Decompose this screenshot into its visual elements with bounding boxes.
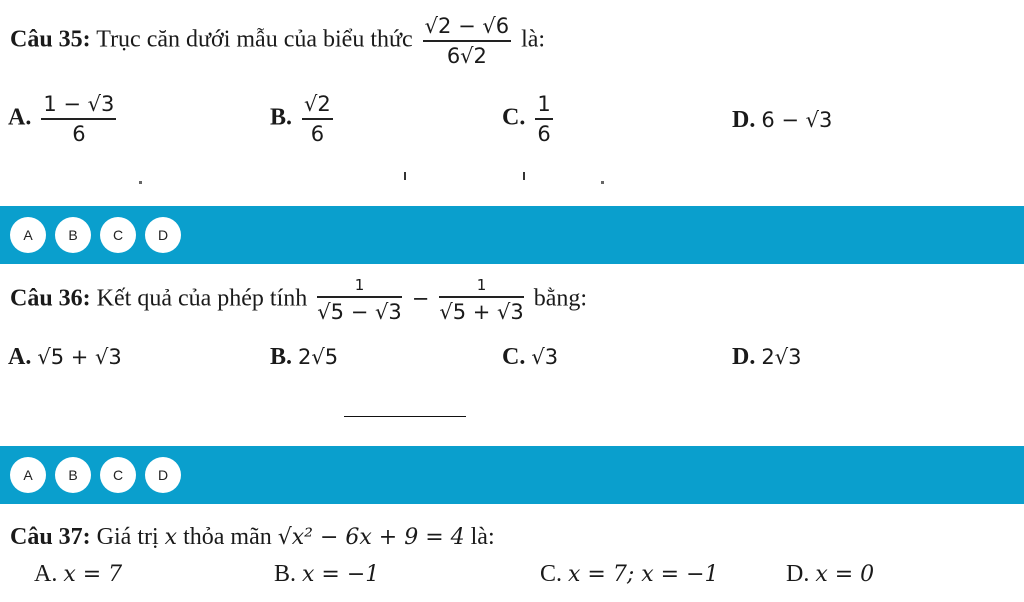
- scan-line: [344, 416, 466, 417]
- answer-choice-c[interactable]: C: [100, 217, 136, 253]
- answer-bar: [0, 446, 1024, 504]
- question-number: Câu 36:: [10, 285, 91, 312]
- option-letter: D.: [732, 107, 756, 133]
- option-value: √3: [531, 345, 559, 369]
- option-a: [8, 92, 120, 146]
- expression-fraction: [423, 14, 511, 68]
- option-value: √5 + √3: [37, 345, 122, 369]
- answer-choice-a[interactable]: A: [10, 457, 46, 493]
- option-a: [34, 561, 122, 588]
- minus-sign: −: [411, 286, 430, 311]
- fraction-denominator: 6: [310, 122, 325, 146]
- expression-fraction: [439, 276, 523, 324]
- answer-choice-c[interactable]: C: [100, 457, 136, 493]
- option-letter: D.: [786, 561, 810, 587]
- option-b: [270, 344, 338, 371]
- option-fraction: [302, 92, 333, 146]
- question-text-2: thỏa mãn: [183, 524, 272, 550]
- answer-choice-a[interactable]: A: [10, 217, 46, 253]
- question-number: Câu 37:: [10, 524, 91, 550]
- question-suffix: bằng:: [533, 285, 588, 312]
- question-text: Kết quả của phép tính: [96, 285, 308, 312]
- answer-choice-b[interactable]: B: [55, 457, 91, 493]
- answer-choice-d[interactable]: D: [145, 217, 181, 253]
- fraction-denominator: 6√2: [446, 44, 487, 68]
- scan-dot: [601, 181, 604, 184]
- option-value: x = −1: [302, 562, 380, 587]
- question-35: [10, 14, 545, 68]
- option-letter: A.: [34, 561, 58, 587]
- option-letter: A.: [8, 104, 32, 131]
- option-letter: D.: [732, 344, 756, 370]
- option-d: [786, 561, 874, 588]
- option-fraction: [41, 92, 116, 146]
- answer-bar: [0, 206, 1024, 264]
- option-c: [502, 92, 557, 146]
- answer-choice-d[interactable]: D: [145, 457, 181, 493]
- fraction-denominator: 6: [537, 122, 551, 146]
- option-value: 6 − √3: [761, 108, 833, 132]
- option-value: 2√5: [298, 345, 339, 369]
- fraction-numerator: √2: [302, 92, 333, 120]
- option-value: x = 0: [815, 562, 875, 587]
- fraction-denominator: √5 + √3: [439, 300, 524, 324]
- scan-dot: [139, 181, 142, 184]
- option-d: [732, 344, 801, 371]
- option-a: [8, 344, 122, 371]
- option-letter: A.: [8, 344, 32, 370]
- scan-mark: [404, 172, 406, 180]
- option-fraction: [535, 92, 552, 146]
- fraction-numerator: 1 − √3: [41, 92, 116, 120]
- option-letter: B.: [270, 104, 293, 131]
- fraction-numerator: 1: [535, 92, 552, 120]
- option-value: 2√3: [761, 345, 802, 369]
- option-c: [540, 561, 719, 588]
- fraction-denominator: 6: [72, 122, 86, 146]
- fraction-numerator: √2 − √6: [423, 14, 511, 42]
- scan-mark: [523, 172, 525, 180]
- option-letter: C.: [540, 561, 563, 587]
- expression-fraction: [317, 276, 401, 324]
- question-text: Giá trị: [96, 524, 159, 550]
- question-text: Trục căn dưới mẫu của biểu thức: [96, 26, 413, 53]
- question-suffix: là:: [521, 26, 546, 53]
- fraction-numerator: 1: [317, 276, 401, 298]
- fraction-denominator: √5 − √3: [317, 300, 402, 324]
- question-suffix: là:: [470, 524, 495, 550]
- option-value: x = 7; x = −1: [568, 562, 719, 587]
- question-36: [10, 276, 587, 324]
- option-letter: C.: [502, 344, 526, 370]
- variable: x: [164, 525, 178, 550]
- option-c: [502, 344, 558, 371]
- option-b: [274, 561, 379, 588]
- question-37: [10, 524, 495, 551]
- option-b: [270, 92, 337, 146]
- option-letter: B.: [274, 561, 297, 587]
- equation: √x² − 6x + 9 = 4: [277, 525, 465, 550]
- question-number: Câu 35:: [10, 26, 91, 53]
- option-letter: B.: [270, 344, 293, 370]
- answer-choice-b[interactable]: B: [55, 217, 91, 253]
- fraction-numerator: 1: [439, 276, 523, 298]
- option-d: [732, 107, 832, 134]
- option-letter: C.: [502, 104, 526, 131]
- option-value: x = 7: [63, 562, 123, 587]
